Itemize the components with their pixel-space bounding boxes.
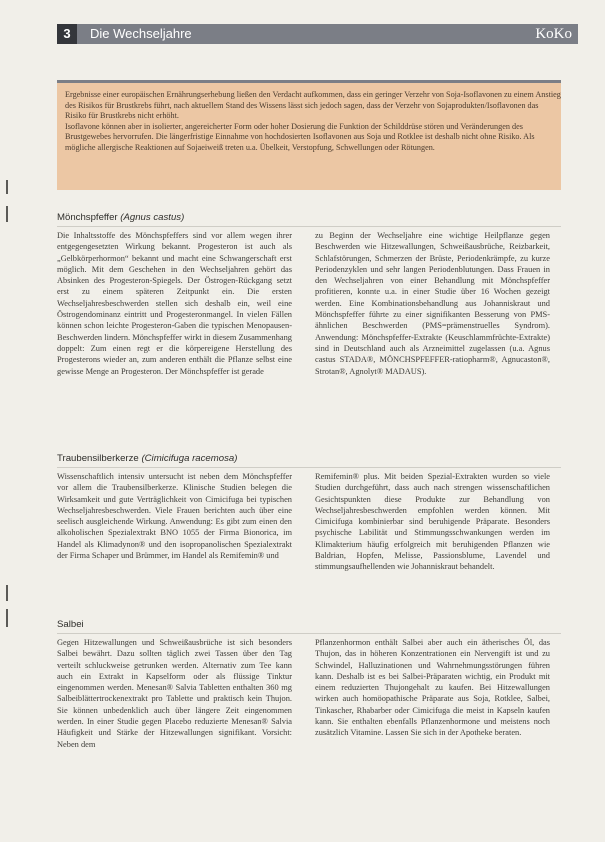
info-box [57, 80, 561, 190]
info-paragraph-1: Ergebnisse einer europäischen Ernährungserhebung ließen den Verdacht aufkommen, dass ein geringer Verzehr von Soja-Isoflavonen zu einem Anstieg des Risikos für Brustkrebs führt, nach aktuellem Stand des Wissens lässt sich jedoch sagen, dass der Verzehr von Sojaprodukten/Isoflavonen das Risiko für Brustkrebs nicht erhöht. [65, 90, 561, 121]
info-paragraph-2: Isoflavone können aber in isolierter, angereicherter Form oder hoher Dosierung die Funktion der Schilddrüse stören und Veränderungen des Brustgewebes hervorrufen. Die längerfristige Einnahme von hochdosierten Isoflavonen aus Soja und Rotklee ist deshalb nicht ohne Risiko. Als mögliche allergische Reaktionen auf Sojaeiweiß treten u.a. Übelkeit, Verstopfung, Schwellungen oder Rötungen. [65, 121, 535, 152]
section-title-text: Traubensilberkerze [57, 453, 139, 464]
section-column-right [315, 471, 550, 611]
binding-mark [6, 180, 8, 194]
section-title-text: Mönchspfeffer [57, 212, 118, 223]
section-latin-name: (Agnus castus) [120, 212, 185, 223]
section-text: Die Inhaltsstoffe des Mönchspfeffers sind vor allem wegen ihrer entgegengesetzten Wirkung bekannt. Progesteron ist auch als „Gelbkörperhormon“ bekannt und macht eine Schwangerschaft erst möglich. Mit dem Geschehen in den Wechseljahren gehört das Absinken des Progesteron-Spiegels. Der Östrogen-Rückgang setzt erst zu einem späteren Zeitpunkt ein. Die ersten Wechseljahresbeschwerden stellen sich deshalb ein, weil eine Östrogendominanz eintritt und Progesteronmangel. In vielen Fällen können schon leichte Progesteron-Gaben die typischen Menopausen-Beschwerden lindern. Mönchspfeffer wirkt in diesem Zusammenhang doppelt: Zum einen regt er die körpereigene Herstellung des Progesterons wieder an, zum anderen enthält die Pflanze selbst eine gewisse Menge an Progesteron. Der Mönchspfeffer ist gerade [57, 231, 292, 376]
section-column-left [57, 471, 292, 611]
section-column-left [57, 230, 292, 448]
section-text: zu Beginn der Wechseljahre eine wichtige Heilpflanze gegen Beschwerden wie Hitzewallungen, Schweißausbrüche, Reizbarkeit, Schlafstörungen, Schmerzen der Brüste, Periodenkrämpfe, zu kurze Periodenzyklen und sehr langen Periodenblutungen. Dass Frauen in den Wechseljahren von einer Behandlung mit Mönchspfeffer profitieren, konnte u.a. in einer Studie über 16 Wochen gezeigt werden. Eine Kombinationsbehandlung aus Johanniskraut und Mönchspfeffer führte zu einer signifikanten Besserung von PMS-ähnlichen Beschwerden (PMS=prämenstruelles Syndrom). Anwendung: Mönchspfeffer-Extrakte (Keuschlammfrüchte-Extrakte) sind in Deutschland auch als Arzneimittel zugelassen (u.a. Agnus castus STADA®, MÖNCHSPFEFFER-ratiopharm®, Agnucaston®, Strotan®, Agnolyt® MADAUS). [315, 231, 550, 376]
chapter-title: Die Wechseljahre [90, 26, 192, 41]
brand-logo: KoKo [535, 26, 572, 42]
section-text: Gegen Hitzewallungen und Schweißausbrüche ist sich besonders Salbei bewährt. Dazu sollten täglich zwei Tassen über den Tag verteilt schluckweise getrunken werden. Alternativ zum Tee kann auch ein Extrakt in Kapselform oder als flüssige Tinktur eingenommen werden. Menesan® Salvia Tabletten enthalten 360 mg Salbeiblättertrockenextrakt pro Tablette und praktisch kein Thujon. Sie können unbedenklich auch über längere Zeit eingenommen werden. In einer Studie gegen Placebo reduzierte Menesan® Salvia Häufigkeit und Stärke der Hitzewallungen signifikant. Vorsicht: Neben dem [57, 638, 292, 749]
section-column-right [315, 637, 550, 812]
section-divider [57, 226, 561, 227]
binding-mark [6, 609, 8, 627]
section-title-text: Salbei [57, 619, 84, 630]
section-title-salbei [57, 619, 84, 630]
binding-mark [6, 206, 8, 222]
section-latin-name: (Cimicifuga racemosa) [141, 453, 238, 464]
binding-mark [6, 585, 8, 601]
section-text: Remifemin® plus. Mit beiden Spezial-Extrakten wurden so viele Studien durchgeführt, dass auch nach strengen wissenschaftlichen Gesichtspunkten diese Produkte zur Behandlung von Wechseljahresbeschwerden empfohlen werden können. Mit Cimicifuga kombinierbar sind beruhigende Präparate. Besonders psychische Labilität und Stimmungsschwankungen werden im Klimakterium häufig erfolgreich mit beruhigenden Pflanzen wie Baldrian, Hopfen, Melisse, Passionsblume, Lavendel und stimmungsaufhellenden wie Johanniskraut behandelt. [315, 472, 550, 572]
section-divider [57, 467, 561, 468]
chapter-number: 3 [57, 24, 77, 44]
section-text: Wissenschaftlich intensiv untersucht ist neben dem Mönchspfeffer vor allem die Traubensilberkerze. Klinische Studien belegen die Wirksamkeit und gute Verträglichkeit von Cimicifuga bei typischen Wechseljahresbeschwerden. Viele Frauen berichten auch über eine seelisch ausgleichende Wirkung. Anwendung: Es gibt zum einen den alkoholischen Spezialextrakt BNO 1055 der Firma Bionorica, im Handel als Klimadynon® und den isopropanolischen Spezialextrakt der Firma Schaper und Brümmer, im Handel als Remifemin® und [57, 472, 292, 561]
section-title-traubensilberkerze [57, 453, 237, 464]
chapter-header-bar [57, 24, 578, 44]
section-column-right [315, 230, 550, 448]
section-text: Pflanzenhormon enthält Salbei aber auch ein ätherisches Öl, das Thujon, das in höheren Konzentrationen ein Nervengift ist und zu Schwindel, Halluzinationen und Wahrnehmungsstörungen führen kann. Deshalb ist es bei Salbei-Präparaten wichtig, ein Produkt mit einem reduzierten Thujongehalt zu kaufen. Bei Hitzewallungen wirken auch homöopathische Präparate aus Soja, Rotklee, Salbei, Tinkascher, Rhabarber oder Cimicifuga die meist in Kapseln kaufen kann. Sie enthalten ebenfalls Pflanzenhormone und meistens noch zusätzlich Vitamine. Lassen Sie sich in der Apotheke beraten. [315, 638, 550, 738]
section-column-left [57, 637, 292, 812]
section-title-moenchspfeffer [57, 212, 184, 223]
section-divider [57, 633, 561, 634]
